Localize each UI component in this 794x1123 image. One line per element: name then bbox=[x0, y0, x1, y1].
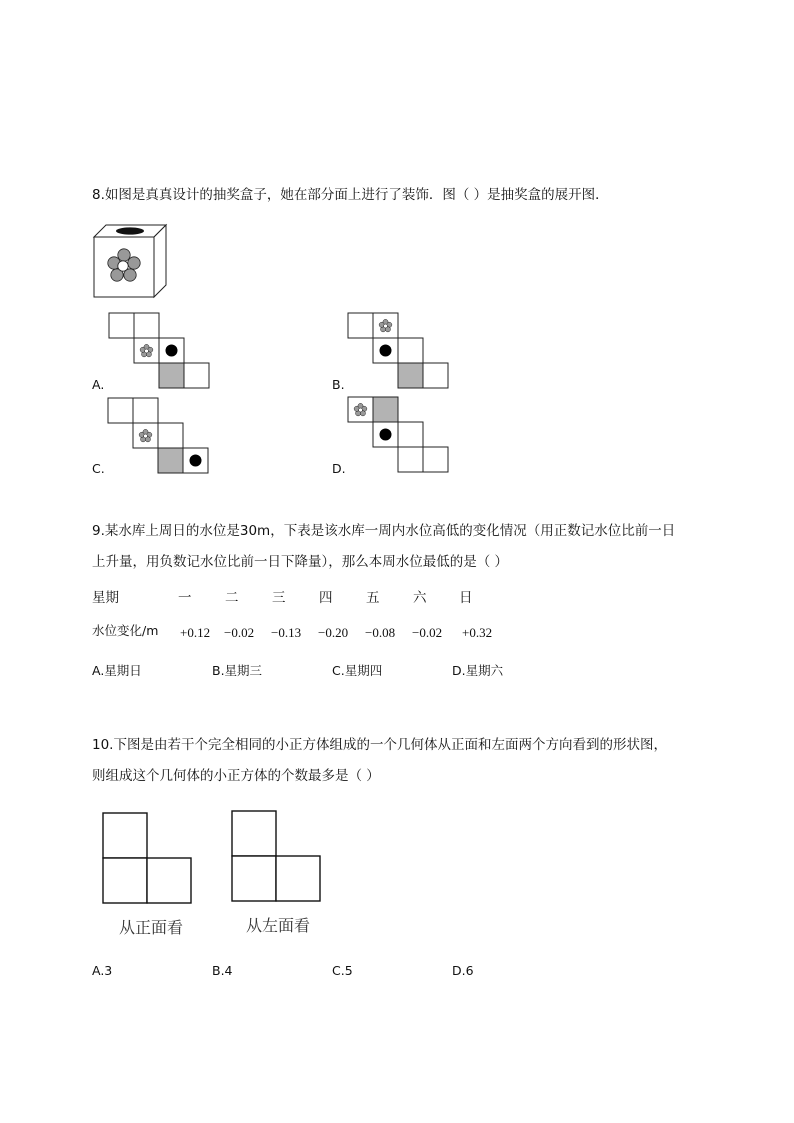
box-slot-icon bbox=[116, 227, 144, 234]
q10-stem-line2: 则组成这个几何体的小正方体的个数最多是（ ） bbox=[92, 768, 380, 784]
dot-icon bbox=[166, 345, 178, 357]
q9-option-b[interactable]: B.星期三 bbox=[212, 663, 263, 678]
net-b-figure bbox=[348, 313, 449, 388]
table-day: 一 bbox=[178, 590, 192, 606]
table-day: 二 bbox=[225, 590, 239, 606]
table-value: +0.32 bbox=[462, 625, 493, 640]
front-view-figure bbox=[103, 813, 193, 905]
table-value: −0.08 bbox=[365, 625, 396, 640]
table-day: 四 bbox=[319, 590, 333, 606]
table-row-label: 水位变化/m bbox=[92, 623, 159, 638]
net-d-figure bbox=[348, 397, 449, 472]
left-view-figure bbox=[232, 811, 322, 903]
net-a-figure bbox=[109, 313, 210, 388]
q9-stem-line1: 9.某水库上周日的水位是30m，下表是该水库一周内水位高低的变化情况（用正数记水位比前一日 bbox=[92, 523, 676, 539]
table-day: 三 bbox=[272, 590, 286, 606]
q10-option-a[interactable]: A.3 bbox=[92, 963, 113, 978]
table-value: +0.12 bbox=[180, 625, 211, 640]
q10-option-b[interactable]: B.4 bbox=[212, 963, 233, 978]
table-value: −0.20 bbox=[318, 625, 349, 640]
q9-stem-line2: 上升量，用负数记水位比前一日下降量），那么本周水位最低的是（ ） bbox=[92, 554, 509, 570]
table-value: −0.02 bbox=[412, 625, 443, 640]
dot-icon bbox=[380, 345, 392, 357]
q10-option-c[interactable]: C.5 bbox=[332, 963, 353, 978]
table-header-label: 星期 bbox=[92, 590, 119, 606]
lottery-box-figure bbox=[94, 225, 168, 299]
table-value: −0.13 bbox=[271, 625, 302, 640]
front-view-caption: 从正面看 bbox=[119, 920, 184, 937]
net-c-figure bbox=[108, 398, 209, 473]
q8-stem: 8.如图是真真设计的抽奖盒子，她在部分面上进行了装饰．图（ ）是抽奖盒的展开图． bbox=[92, 187, 609, 203]
table-day: 六 bbox=[413, 590, 427, 606]
left-view-caption: 从左面看 bbox=[246, 918, 311, 935]
option-c-label[interactable]: C. bbox=[92, 461, 105, 476]
option-a-label[interactable]: A. bbox=[92, 377, 105, 392]
dot-icon bbox=[380, 429, 392, 441]
q9-option-c[interactable]: C.星期四 bbox=[332, 663, 383, 678]
table-value: −0.02 bbox=[224, 625, 255, 640]
option-b-label[interactable]: B. bbox=[332, 377, 345, 392]
option-d-label[interactable]: D. bbox=[332, 461, 346, 476]
q9-option-a[interactable]: A.星期日 bbox=[92, 663, 142, 678]
q10-option-d[interactable]: D.6 bbox=[452, 963, 474, 978]
table-day: 日 bbox=[459, 590, 473, 606]
dot-icon bbox=[190, 455, 202, 467]
q10-stem-line1: 10.下图是由若干个完全相同的小正方体组成的一个几何体从正面和左面两个方向看到的形状图， bbox=[92, 737, 667, 753]
q9-option-d[interactable]: D.星期六 bbox=[452, 663, 504, 678]
table-day: 五 bbox=[366, 590, 380, 606]
